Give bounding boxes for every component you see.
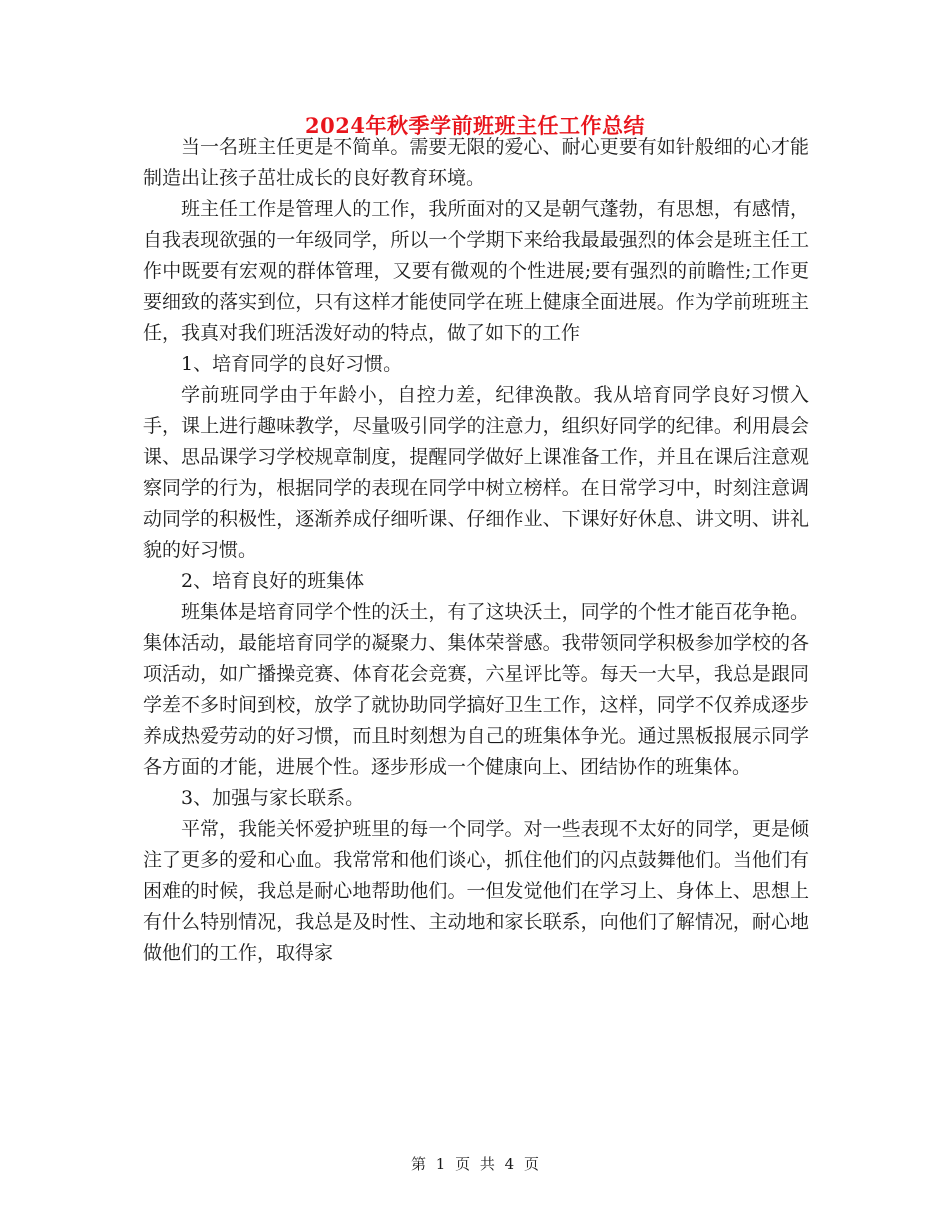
paragraph: 学前班同学由于年龄小，自控力差，纪律涣散。我从培育同学良好习惯入手，课上进行趣味教学，尽量吸引同学的注意力，组织好同学的纪律。利用晨会课、思品课学习学校规章制度，提醒同学做好上课准备工作，并且在课后注意观察同学的行为，根据同学的表现在同学中树立榜样。在日常学习中，时刻注意调动同学的积极性，逐渐养成仔细听课、仔细作业、下课好好休息、讲文明、讲礼貌的好习惯。 (143, 384, 809, 561)
paragraph: 当一名班主任更是不简单。需要无限的爱心、耐心更要有如针般细的心才能制造出让孩子茁壮成长的良好教育环境。 (143, 136, 809, 189)
document-title: 2024年秋季学前班班主任工作总结 (305, 113, 645, 138)
page-footer: 第 1 页 共 4 页 (411, 1155, 539, 1173)
paragraph: 平常，我能关怀爱护班里的每一个同学。对一些表现不太好的同学，更是倾注了更多的爱和心血。我常常和他们谈心，抓住他们的闪点鼓舞他们。当他们有困难的时候，我总是耐心地帮助他们。一但发觉他们在学习上、身体上、思想上有什么特别情况，我总是及时性、主动地和家长联系，向他们了解情况，耐心地做他们的工作，取得家 (143, 818, 809, 964)
section-heading: 1、培育同学的良好习惯。 (181, 353, 403, 375)
section-heading: 2、培育良好的班集体 (181, 570, 365, 592)
section-heading: 3、加强与家长联系。 (181, 787, 365, 809)
document-body (143, 132, 809, 969)
paragraph: 班集体是培育同学个性的沃土，有了这块沃土，同学的个性才能百花争艳。集体活动，最能培育同学的凝聚力、集体荣誉感。我带领同学积极参加学校的各项活动，如广播操竞赛、体育花会竞赛，六星评比等。每天一大早，我总是跟同学差不多时间到校，放学了就协助同学搞好卫生工作，这样，同学不仅养成逐步养成热爱劳动的好习惯，而且时刻想为自己的班集体争光。通过黑板报展示同学各方面的才能，进展个性。逐步形成一个健康向上、团结协作的班集体。 (143, 601, 809, 778)
paragraph: 班主任工作是管理人的工作，我所面对的又是朝气蓬勃，有思想，有感情，自我表现欲强的一年级同学，所以一个学期下来给我最最强烈的体会是班主任工作中既要有宏观的群体管理，又要有微观的个性进展;要有强烈的前瞻性;工作更要细致的落实到位，只有这样才能使同学在班上健康全面进展。作为学前班班主任，我真对我们班活泼好动的特点，做了如下的工作 (143, 198, 809, 344)
